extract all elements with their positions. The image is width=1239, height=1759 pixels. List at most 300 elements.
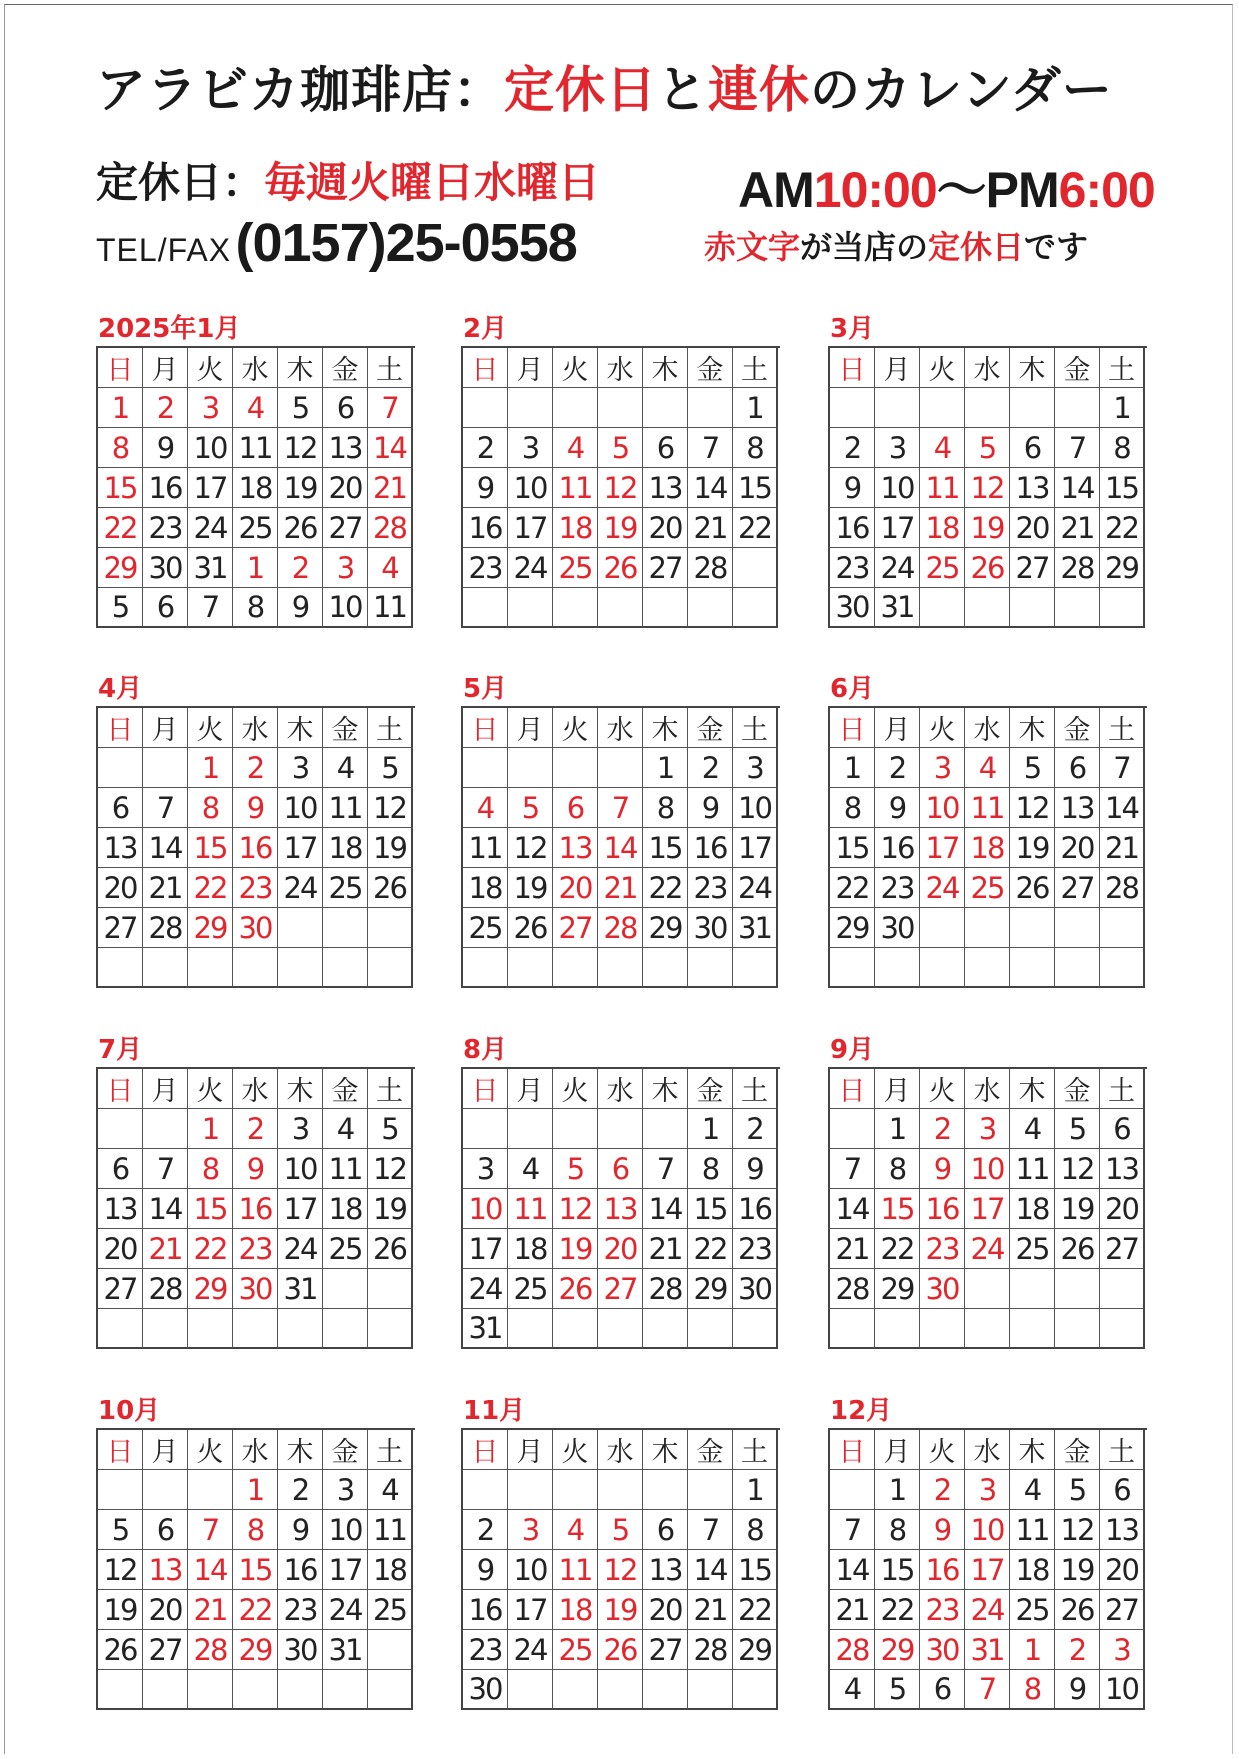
day-cell: 26 — [553, 1269, 598, 1309]
day-cell: 4 — [920, 428, 965, 468]
empty-cell — [1055, 588, 1100, 628]
day-cell: 14 — [143, 828, 188, 868]
day-cell: 26 — [278, 508, 323, 548]
month-calendar — [96, 672, 414, 988]
day-cell: 9 — [278, 1510, 323, 1550]
day-cell: 6 — [143, 1510, 188, 1550]
weekday-header: 水 — [598, 708, 643, 748]
title-part: アラビカ珈琲店： — [96, 61, 504, 119]
day-cell: 2 — [920, 1109, 965, 1149]
weekday-header: 日 — [830, 708, 875, 748]
month-grid — [96, 346, 415, 628]
day-cell: 17 — [920, 828, 965, 868]
day-cell: 14 — [830, 1550, 875, 1590]
day-cell: 3 — [965, 1109, 1010, 1149]
weekday-header: 月 — [143, 1069, 188, 1109]
day-cell: 19 — [1055, 1189, 1100, 1229]
empty-cell — [143, 1470, 188, 1510]
day-cell: 24 — [733, 868, 778, 908]
day-cell: 31 — [323, 1630, 368, 1670]
day-cell: 19 — [368, 1189, 413, 1229]
empty-cell — [508, 588, 553, 628]
day-cell: 18 — [1010, 1550, 1055, 1590]
day-cell: 30 — [463, 1670, 508, 1710]
month-calendar — [96, 312, 414, 628]
day-cell: 12 — [1010, 788, 1055, 828]
empty-cell — [508, 1670, 553, 1710]
weekday-header: 日 — [98, 1430, 143, 1470]
empty-cell — [688, 1309, 733, 1349]
day-cell: 19 — [508, 868, 553, 908]
weekday-header: 火 — [188, 1430, 233, 1470]
empty-cell — [143, 1670, 188, 1710]
day-cell: 2 — [233, 748, 278, 788]
empty-cell — [1055, 1309, 1100, 1349]
day-cell: 29 — [830, 908, 875, 948]
empty-cell — [508, 1309, 553, 1349]
day-cell: 14 — [598, 828, 643, 868]
day-cell: 19 — [598, 508, 643, 548]
empty-cell — [368, 1630, 413, 1670]
day-cell: 24 — [278, 868, 323, 908]
day-cell: 11 — [508, 1189, 553, 1229]
empty-cell — [875, 948, 920, 988]
day-cell: 24 — [875, 548, 920, 588]
day-cell: 4 — [553, 1510, 598, 1550]
day-cell: 28 — [830, 1269, 875, 1309]
day-cell: 19 — [598, 1590, 643, 1630]
weekday-header: 月 — [143, 348, 188, 388]
empty-cell — [598, 1109, 643, 1149]
day-cell: 15 — [188, 828, 233, 868]
weekday-header: 木 — [1010, 1430, 1055, 1470]
weekday-header: 金 — [1055, 348, 1100, 388]
day-cell: 12 — [598, 1550, 643, 1590]
empty-cell — [278, 908, 323, 948]
day-cell: 20 — [598, 1229, 643, 1269]
day-cell: 10 — [278, 788, 323, 828]
empty-cell — [463, 948, 508, 988]
day-cell: 25 — [1010, 1229, 1055, 1269]
empty-cell — [143, 1109, 188, 1149]
day-cell: 15 — [98, 468, 143, 508]
day-cell-next-month: 2 — [278, 548, 323, 588]
weekday-header: 火 — [188, 1069, 233, 1109]
empty-cell — [188, 948, 233, 988]
month-calendar — [96, 1394, 414, 1710]
day-cell: 27 — [1055, 868, 1100, 908]
empty-cell — [688, 1670, 733, 1710]
weekday-header: 月 — [508, 1430, 553, 1470]
day-cell: 21 — [143, 868, 188, 908]
day-cell: 14 — [143, 1189, 188, 1229]
month-grid — [461, 1067, 780, 1349]
day-cell: 17 — [508, 1590, 553, 1630]
month-calendar — [828, 672, 1146, 988]
day-cell: 21 — [830, 1590, 875, 1630]
day-cell: 2 — [278, 1470, 323, 1510]
day-cell: 13 — [1010, 468, 1055, 508]
day-cell: 27 — [98, 908, 143, 948]
day-cell: 11 — [368, 1510, 413, 1550]
day-cell: 6 — [643, 428, 688, 468]
day-cell: 15 — [688, 1189, 733, 1229]
day-cell: 12 — [368, 788, 413, 828]
empty-cell — [323, 1269, 368, 1309]
day-cell: 29 — [733, 1630, 778, 1670]
day-cell: 8 — [875, 1510, 920, 1550]
empty-cell — [1010, 1269, 1055, 1309]
day-cell: 16 — [278, 1550, 323, 1590]
day-cell: 12 — [965, 468, 1010, 508]
day-cell: 13 — [143, 1550, 188, 1590]
empty-cell — [98, 748, 143, 788]
weekday-header: 木 — [643, 1069, 688, 1109]
weekday-header: 土 — [368, 708, 413, 748]
empty-cell — [188, 1470, 233, 1510]
closed-days-value: 毎週火曜日水曜日 — [264, 158, 601, 207]
day-cell: 16 — [920, 1189, 965, 1229]
day-cell-next-month: 10 — [1100, 1670, 1145, 1710]
day-cell: 17 — [965, 1550, 1010, 1590]
day-cell: 9 — [688, 788, 733, 828]
day-cell: 15 — [875, 1550, 920, 1590]
weekday-header: 水 — [233, 1069, 278, 1109]
day-cell: 6 — [98, 788, 143, 828]
day-cell: 18 — [553, 508, 598, 548]
day-cell: 9 — [143, 428, 188, 468]
weekday-header: 月 — [508, 708, 553, 748]
day-cell: 19 — [1010, 828, 1055, 868]
empty-cell — [463, 748, 508, 788]
day-cell: 30 — [920, 1269, 965, 1309]
empty-cell — [143, 948, 188, 988]
day-cell: 23 — [875, 868, 920, 908]
weekday-header: 水 — [965, 348, 1010, 388]
day-cell: 1 — [643, 748, 688, 788]
day-cell: 12 — [368, 1149, 413, 1189]
month-calendar — [828, 312, 1146, 628]
empty-cell — [188, 1670, 233, 1710]
day-cell: 8 — [733, 1510, 778, 1550]
weekday-header: 月 — [875, 708, 920, 748]
day-cell: 16 — [143, 468, 188, 508]
day-cell: 7 — [598, 788, 643, 828]
day-cell: 6 — [643, 1510, 688, 1550]
day-cell: 28 — [1055, 548, 1100, 588]
day-cell: 20 — [1100, 1189, 1145, 1229]
day-cell: 24 — [323, 1590, 368, 1630]
empty-cell — [965, 948, 1010, 988]
day-cell-next-month: 10 — [323, 588, 368, 628]
day-cell: 17 — [508, 508, 553, 548]
empty-cell — [1010, 908, 1055, 948]
weekday-header: 火 — [553, 708, 598, 748]
title-part: のカレンダー — [810, 61, 1113, 119]
day-cell: 3 — [323, 1470, 368, 1510]
day-cell: 19 — [278, 468, 323, 508]
note-part: です — [1024, 228, 1089, 266]
empty-cell — [1100, 1269, 1145, 1309]
empty-cell — [598, 748, 643, 788]
empty-cell — [278, 1309, 323, 1349]
empty-cell — [733, 948, 778, 988]
day-cell: 14 — [188, 1550, 233, 1590]
day-cell: 22 — [188, 1229, 233, 1269]
day-cell: 9 — [463, 1550, 508, 1590]
day-cell: 10 — [733, 788, 778, 828]
day-cell-next-month: 3 — [323, 548, 368, 588]
day-cell: 24 — [508, 1630, 553, 1670]
weekday-header: 木 — [278, 1069, 323, 1109]
day-cell: 7 — [830, 1510, 875, 1550]
weekday-header: 木 — [1010, 1069, 1055, 1109]
day-cell: 20 — [553, 868, 598, 908]
day-cell: 6 — [1055, 748, 1100, 788]
day-cell-next-month: 9 — [278, 588, 323, 628]
weekday-header: 土 — [733, 708, 778, 748]
day-cell: 7 — [830, 1149, 875, 1189]
month-label: 5月 — [463, 674, 508, 704]
day-cell: 13 — [643, 1550, 688, 1590]
day-cell: 4 — [965, 748, 1010, 788]
empty-cell — [188, 1309, 233, 1349]
day-cell: 11 — [553, 1550, 598, 1590]
day-cell: 8 — [233, 1510, 278, 1550]
day-cell: 1 — [733, 1470, 778, 1510]
day-cell-next-month: 6 — [920, 1670, 965, 1710]
day-cell: 27 — [1010, 548, 1055, 588]
tel-fax-label: TEL/FAX — [96, 232, 232, 268]
day-cell: 29 — [233, 1630, 278, 1670]
day-cell-next-month: 5 — [98, 588, 143, 628]
empty-cell — [643, 388, 688, 428]
day-cell: 21 — [643, 1229, 688, 1269]
day-cell: 3 — [875, 428, 920, 468]
day-cell: 26 — [368, 1229, 413, 1269]
day-cell: 27 — [643, 548, 688, 588]
day-cell: 6 — [1100, 1470, 1145, 1510]
month-label: 2025年1月 — [98, 314, 241, 344]
day-cell: 1 — [830, 748, 875, 788]
month-grid — [828, 1428, 1147, 1710]
day-cell: 6 — [1100, 1109, 1145, 1149]
empty-cell — [1055, 908, 1100, 948]
weekday-header: 月 — [143, 1430, 188, 1470]
day-cell: 3 — [188, 388, 233, 428]
day-cell: 17 — [278, 1189, 323, 1229]
empty-cell — [920, 388, 965, 428]
day-cell: 9 — [463, 468, 508, 508]
day-cell: 3 — [920, 748, 965, 788]
day-cell: 10 — [920, 788, 965, 828]
weekday-header: 木 — [643, 348, 688, 388]
empty-cell — [965, 388, 1010, 428]
day-cell: 1 — [875, 1109, 920, 1149]
day-cell: 16 — [688, 828, 733, 868]
day-cell: 22 — [188, 868, 233, 908]
empty-cell — [233, 1309, 278, 1349]
empty-cell — [323, 1670, 368, 1710]
weekday-header: 土 — [1100, 1069, 1145, 1109]
empty-cell — [598, 1309, 643, 1349]
day-cell: 28 — [143, 908, 188, 948]
weekday-header: 金 — [688, 708, 733, 748]
day-cell: 27 — [1100, 1590, 1145, 1630]
contact-line — [96, 212, 716, 274]
title-part: と — [657, 61, 708, 119]
day-cell: 1 — [98, 388, 143, 428]
note-part: 定休日 — [928, 228, 1025, 266]
day-cell: 20 — [1100, 1550, 1145, 1590]
weekday-header: 日 — [830, 1430, 875, 1470]
day-cell: 23 — [688, 868, 733, 908]
day-cell: 30 — [733, 1269, 778, 1309]
day-cell: 23 — [733, 1229, 778, 1269]
day-cell: 15 — [233, 1550, 278, 1590]
day-cell: 11 — [965, 788, 1010, 828]
day-cell: 5 — [553, 1149, 598, 1189]
month-label: 8月 — [463, 1035, 508, 1065]
weekday-header: 土 — [368, 348, 413, 388]
day-cell: 17 — [188, 468, 233, 508]
weekday-header: 月 — [143, 708, 188, 748]
day-cell: 18 — [553, 1590, 598, 1630]
day-cell: 14 — [688, 1550, 733, 1590]
month-label: 11月 — [463, 1396, 526, 1426]
empty-cell — [733, 1309, 778, 1349]
day-cell: 6 — [553, 788, 598, 828]
empty-cell — [508, 1470, 553, 1510]
day-cell: 2 — [688, 748, 733, 788]
weekday-header: 水 — [233, 1430, 278, 1470]
empty-cell — [643, 1670, 688, 1710]
business-hours — [738, 150, 1155, 222]
weekday-header: 金 — [688, 348, 733, 388]
weekday-header: 日 — [463, 1069, 508, 1109]
day-cell: 9 — [920, 1149, 965, 1189]
day-cell: 13 — [1100, 1510, 1145, 1550]
empty-cell — [553, 588, 598, 628]
weekday-header: 木 — [278, 1430, 323, 1470]
day-cell: 18 — [323, 828, 368, 868]
month-label: 10月 — [98, 1396, 161, 1426]
day-cell: 27 — [143, 1630, 188, 1670]
day-cell: 13 — [553, 828, 598, 868]
day-cell: 25 — [508, 1269, 553, 1309]
hours-part: AM — [738, 162, 814, 218]
page-title — [96, 50, 1156, 122]
empty-cell — [875, 388, 920, 428]
day-cell: 3 — [508, 1510, 553, 1550]
day-cell: 1 — [875, 1470, 920, 1510]
weekday-header: 水 — [598, 348, 643, 388]
day-cell: 31 — [965, 1630, 1010, 1670]
day-cell: 25 — [368, 1590, 413, 1630]
empty-cell — [278, 1670, 323, 1710]
day-cell: 11 — [323, 788, 368, 828]
empty-cell — [553, 1109, 598, 1149]
empty-cell — [965, 1269, 1010, 1309]
day-cell: 3 — [965, 1470, 1010, 1510]
day-cell: 22 — [233, 1590, 278, 1630]
day-cell: 12 — [1055, 1510, 1100, 1550]
day-cell: 25 — [233, 508, 278, 548]
day-cell: 13 — [643, 468, 688, 508]
day-cell: 25 — [463, 908, 508, 948]
day-cell: 6 — [323, 388, 368, 428]
day-cell: 16 — [920, 1550, 965, 1590]
day-cell: 12 — [1055, 1149, 1100, 1189]
day-cell: 8 — [643, 788, 688, 828]
weekday-header: 木 — [643, 708, 688, 748]
day-cell: 8 — [188, 1149, 233, 1189]
month-label: 12月 — [830, 1396, 893, 1426]
month-calendar — [461, 672, 779, 988]
empty-cell — [553, 748, 598, 788]
empty-cell — [98, 1309, 143, 1349]
day-cell: 5 — [598, 1510, 643, 1550]
day-cell: 15 — [733, 1550, 778, 1590]
day-cell: 27 — [323, 508, 368, 548]
day-cell: 21 — [688, 508, 733, 548]
empty-cell — [965, 588, 1010, 628]
day-cell: 28 — [688, 1630, 733, 1670]
hours-part: 10:00 — [813, 162, 937, 218]
empty-cell — [920, 588, 965, 628]
day-cell: 11 — [1010, 1510, 1055, 1550]
empty-cell — [1100, 588, 1145, 628]
day-cell-next-month: 8 — [233, 588, 278, 628]
day-cell: 20 — [1010, 508, 1055, 548]
day-cell: 17 — [323, 1550, 368, 1590]
day-cell: 30 — [920, 1630, 965, 1670]
day-cell: 31 — [875, 588, 920, 628]
day-cell: 4 — [323, 1109, 368, 1149]
day-cell-next-month: 2 — [1055, 1630, 1100, 1670]
day-cell: 9 — [875, 788, 920, 828]
day-cell: 4 — [323, 748, 368, 788]
day-cell: 30 — [233, 1269, 278, 1309]
empty-cell — [1055, 948, 1100, 988]
empty-cell — [508, 748, 553, 788]
weekday-header: 月 — [875, 348, 920, 388]
empty-cell — [323, 948, 368, 988]
empty-cell — [875, 1309, 920, 1349]
empty-cell — [598, 588, 643, 628]
empty-cell — [368, 948, 413, 988]
day-cell: 29 — [188, 1269, 233, 1309]
day-cell-next-month: 1 — [1010, 1630, 1055, 1670]
empty-cell — [323, 908, 368, 948]
day-cell: 24 — [965, 1590, 1010, 1630]
weekday-header: 水 — [965, 1069, 1010, 1109]
day-cell: 18 — [1010, 1189, 1055, 1229]
day-cell: 4 — [233, 388, 278, 428]
day-cell: 30 — [688, 908, 733, 948]
day-cell: 24 — [463, 1269, 508, 1309]
day-cell: 5 — [368, 748, 413, 788]
day-cell: 7 — [143, 1149, 188, 1189]
day-cell: 1 — [233, 1470, 278, 1510]
day-cell: 8 — [98, 428, 143, 468]
day-cell: 2 — [233, 1109, 278, 1149]
day-cell: 10 — [278, 1149, 323, 1189]
note-part: が当店の — [800, 228, 929, 266]
empty-cell — [598, 1470, 643, 1510]
day-cell: 5 — [368, 1109, 413, 1149]
day-cell: 22 — [98, 508, 143, 548]
